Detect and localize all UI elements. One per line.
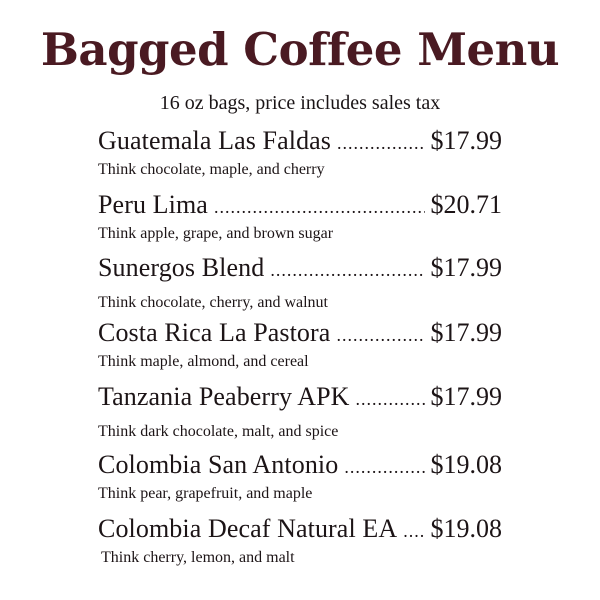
menu-item [98,448,502,504]
leader-dots [270,253,424,287]
menu-item [98,124,502,180]
item-description: Think pear, grapefruit, and maple [98,485,313,502]
menu-item [98,512,502,568]
item-description: Think chocolate, maple, and cherry [98,161,325,178]
item-name: Colombia San Antonio [98,450,339,479]
item-name: Costa Rica La Pastora [98,318,331,347]
item-description: Think cherry, lemon, and malt [101,549,295,566]
item-price: $17.99 [430,382,502,411]
item-name: Sunergos Blend [98,253,265,282]
menu-item [98,188,502,244]
item-description: Think dark chocolate, malt, and spice [98,423,339,440]
item-price: $17.99 [430,253,502,282]
menu-item [98,380,502,442]
menu-subtitle: 16 oz bags, price includes sales tax [159,92,441,114]
item-name: Colombia Decaf Natural EA [98,514,398,543]
menu-title: Bagged Coffee Menu [40,23,560,76]
item-description: Think apple, grape, and brown sugar [98,225,334,242]
leader-dots [214,190,425,224]
leader-dots [336,318,424,352]
item-description: Think chocolate, cherry, and walnut [98,294,328,311]
leader-dots [403,514,424,548]
item-price: $19.08 [430,450,502,479]
menu-item [98,251,502,313]
item-price: $19.08 [430,514,502,543]
item-name: Guatemala Las Faldas [98,126,332,155]
item-price: $17.99 [430,318,502,347]
leader-dots [344,450,424,484]
leader-dots [356,382,425,416]
menu-item [98,316,502,372]
item-name: Peru Lima [98,190,208,219]
item-price: $20.71 [430,190,502,219]
leader-dots [337,126,424,160]
item-description: Think maple, almond, and cereal [98,353,309,370]
item-name: Tanzania Peaberry APK [98,382,350,411]
item-price: $17.99 [430,126,502,155]
